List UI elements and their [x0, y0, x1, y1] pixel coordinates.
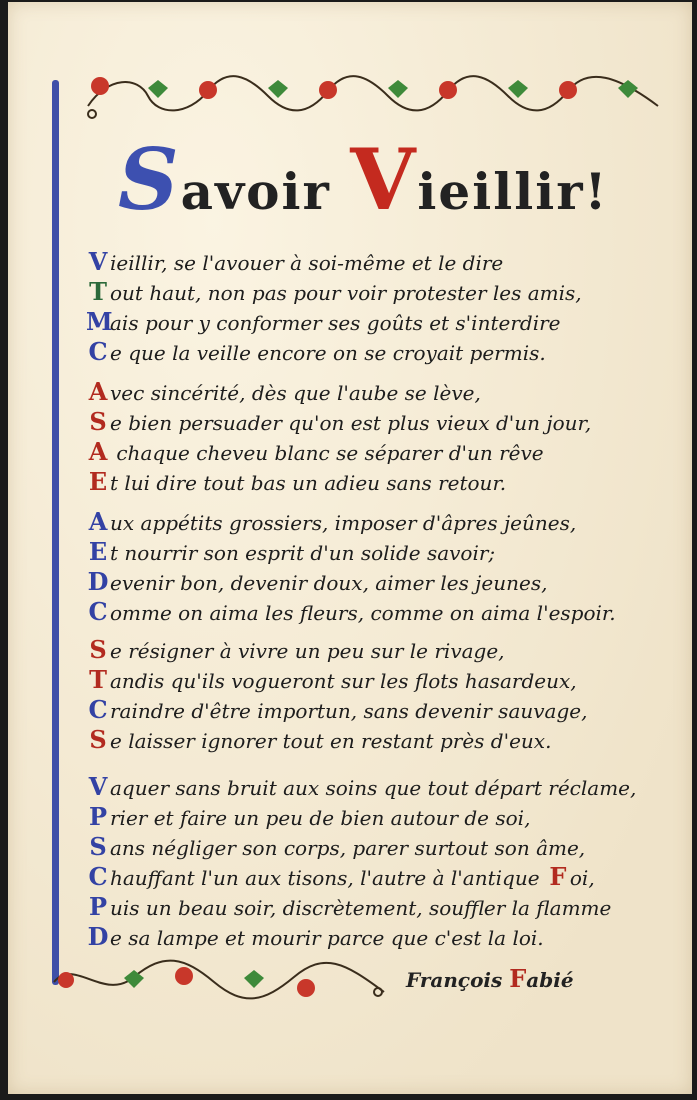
line-initial: A	[88, 437, 108, 466]
line-initial: C	[88, 337, 108, 366]
line-initial: D	[87, 567, 109, 596]
line-initial: P	[88, 802, 108, 831]
line-text: e résigner à vivre un peu sur le rivage,	[110, 639, 505, 663]
stanza-3	[86, 507, 686, 627]
line-text: evenir bon, devenir doux, aimer les jeunes,	[110, 571, 548, 595]
line-text: ans négliger son corps, parer surtout son âme,	[110, 836, 586, 860]
line-initial: P	[88, 892, 108, 921]
line-initial: S	[89, 635, 107, 664]
line-text: vec sincérité, dès que l'aube se lève,	[110, 381, 481, 405]
page-title	[118, 130, 678, 230]
title-initial-s: S	[118, 130, 181, 229]
line-text-end: oi,	[569, 866, 595, 890]
author-last-name: abié	[526, 968, 574, 992]
line-text: t nourrir son esprit d'un solide savoir;	[110, 541, 496, 565]
line-initial: M	[86, 307, 113, 336]
poem-line	[86, 832, 686, 862]
stanza-1	[86, 247, 686, 367]
inline-initial-f: F	[549, 862, 567, 891]
author-signature	[406, 964, 574, 993]
poem-line	[86, 277, 686, 307]
card-page	[8, 2, 692, 1094]
line-text: e que la veille encore on se croyait permis.	[110, 341, 546, 365]
line-text: ieillir, se l'avouer à soi-même et le dire	[110, 251, 504, 275]
line-initial: C	[88, 862, 108, 891]
line-text: e bien persuader qu'on est plus vieux d'un jour,	[110, 411, 592, 435]
poem-line	[86, 407, 686, 437]
line-initial: S	[89, 832, 107, 861]
line-initial: V	[88, 772, 108, 801]
poem-line	[86, 537, 686, 567]
stanza-2	[86, 377, 686, 497]
line-initial: E	[88, 467, 108, 496]
poem-line	[86, 695, 686, 725]
title-word-2: ieillir!	[417, 162, 609, 221]
line-initial: V	[88, 247, 108, 276]
stanza-5	[86, 772, 686, 952]
line-text: ais pour y conformer ses goûts et s'interdire	[110, 311, 561, 335]
left-blue-bar	[52, 80, 59, 985]
poem-line	[86, 247, 686, 277]
title-word-1: avoir	[180, 162, 331, 221]
line-initial: T	[89, 665, 107, 694]
line-initial: A	[88, 377, 108, 406]
line-text: raindre d'être importun, sans devenir sauvage,	[110, 699, 588, 723]
line-initial: S	[89, 725, 107, 754]
author-initial-f: F	[509, 964, 527, 993]
poem-line	[86, 377, 686, 407]
poem-line	[86, 437, 686, 467]
line-initial: D	[87, 922, 109, 951]
line-text: rier et faire un peu de bien autour de soi,	[110, 806, 531, 830]
bottom-vine-border	[44, 952, 394, 1012]
poem-line	[86, 802, 686, 832]
line-text: ux appétits grossiers, imposer d'âpres jeûnes,	[110, 511, 577, 535]
line-text: aquer sans bruit aux soins que tout départ réclame,	[110, 776, 637, 800]
line-initial: C	[88, 695, 108, 724]
line-text: e laisser ignorer tout en restant près d'eux.	[110, 729, 552, 753]
line-text: uis un beau soir, discrètement, souffler la flamme	[110, 896, 612, 920]
poem-line	[86, 307, 686, 337]
line-initial: T	[89, 277, 107, 306]
poem-line	[86, 725, 686, 755]
line-text: out haut, non pas pour voir protester les amis,	[110, 281, 582, 305]
poem-line	[86, 665, 686, 695]
line-text: t lui dire tout bas un adieu sans retour.	[110, 471, 507, 495]
poem-line	[86, 567, 686, 597]
author-first-name: François	[406, 968, 510, 992]
line-initial: A	[88, 507, 108, 536]
poem-line	[86, 922, 686, 952]
poem-line	[86, 467, 686, 497]
poem-line	[86, 862, 686, 892]
title-initial-v: V	[350, 130, 418, 229]
poem-line	[86, 337, 686, 367]
stanza-4	[86, 635, 686, 755]
line-initial: S	[89, 407, 107, 436]
poem-line	[86, 635, 686, 665]
line-initial: C	[88, 597, 108, 626]
poem-line	[86, 772, 686, 802]
line-initial: E	[88, 537, 108, 566]
line-text: hauffant l'un aux tisons, l'autre à l'antique	[110, 866, 546, 890]
poem-line	[86, 507, 686, 537]
poem-line	[86, 892, 686, 922]
poem-line	[86, 597, 686, 627]
line-text: e sa lampe et mourir parce que c'est la loi.	[110, 926, 544, 950]
top-vine-border	[78, 66, 678, 130]
line-text: chaque cheveu blanc se séparer d'un rêve	[110, 441, 544, 465]
line-text: omme on aima les fleurs, comme on aima l'espoir.	[110, 601, 616, 625]
line-text: andis qu'ils vogueront sur les flots hasardeux,	[110, 669, 577, 693]
